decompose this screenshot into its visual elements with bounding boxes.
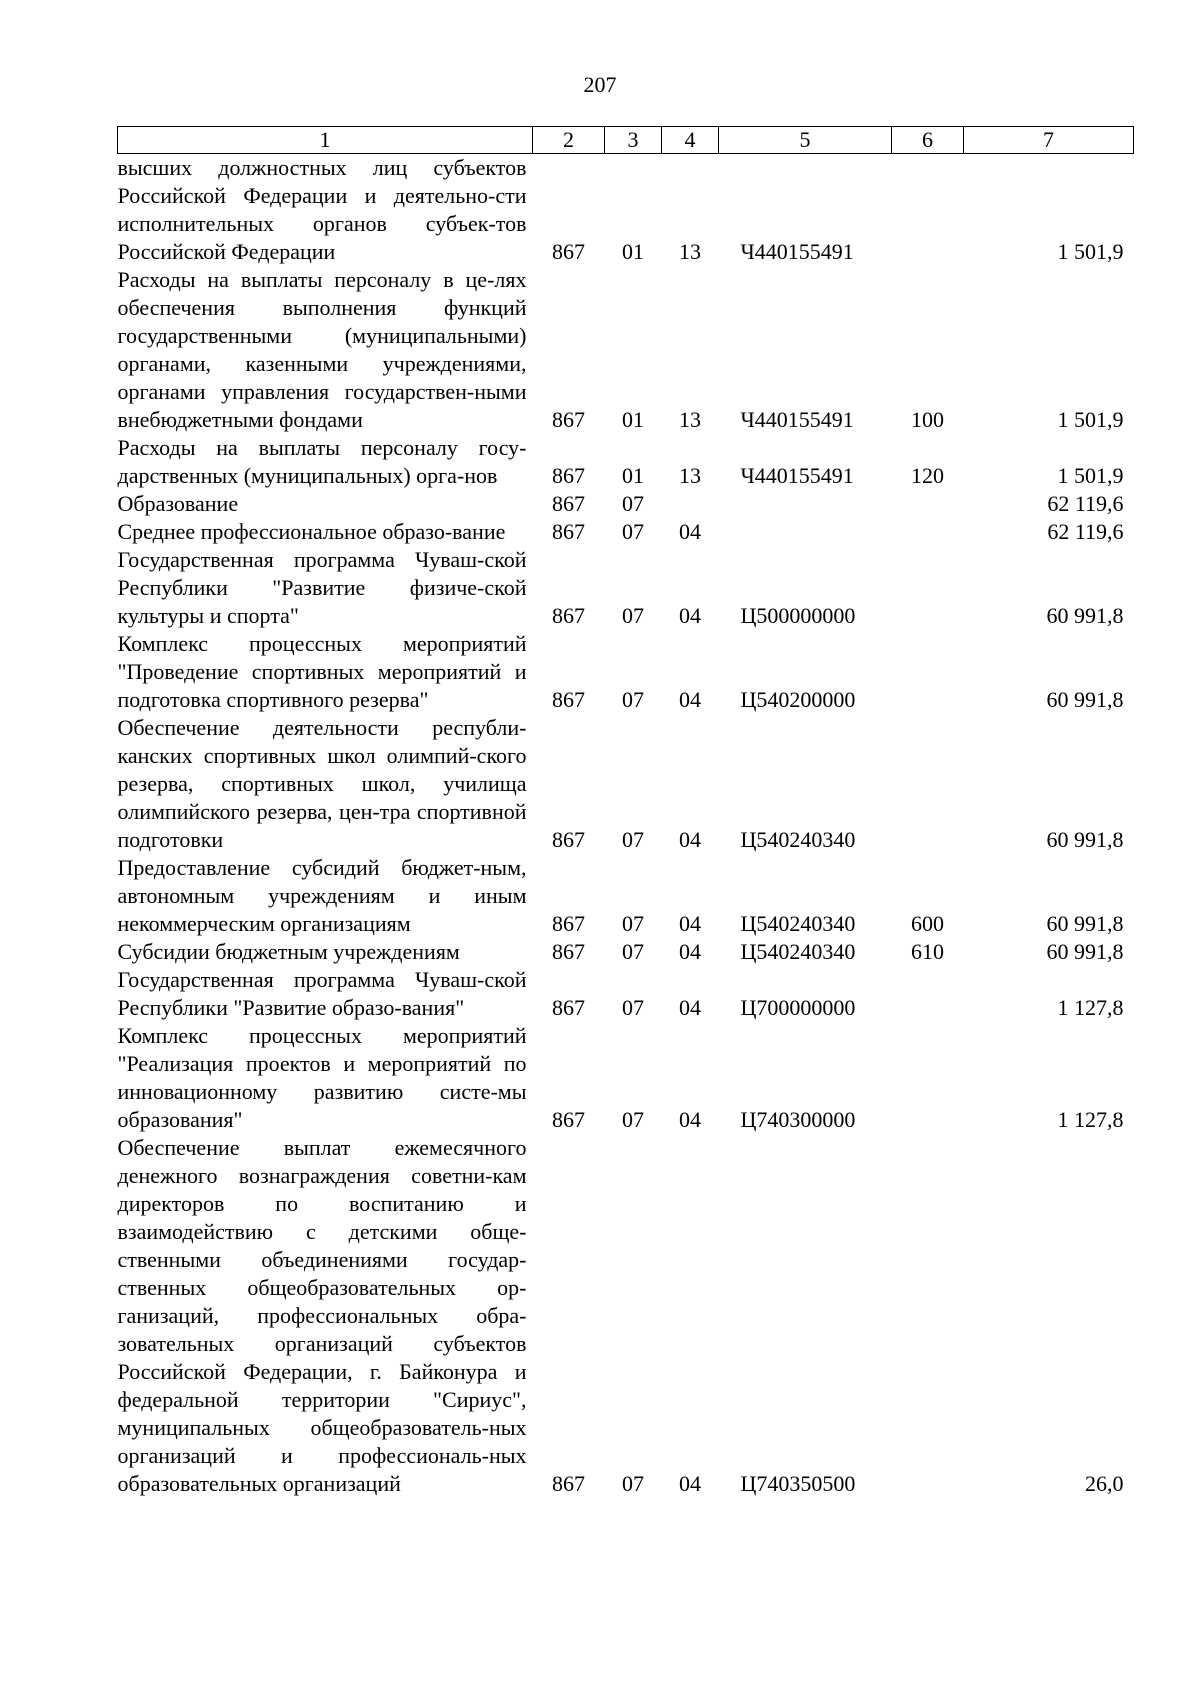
row-rz-cell: 07: [622, 687, 644, 712]
row-vr-cell: [892, 630, 964, 714]
row-vr-cell: 120: [911, 463, 944, 488]
table-row: [118, 490, 1134, 518]
row-rz-cell: 07: [622, 491, 644, 516]
row-pr-cell: 04: [679, 995, 701, 1020]
row-sum-cell: 60 991,8: [1046, 603, 1124, 628]
column-header-7: 7: [964, 127, 1134, 154]
row-rz-cell: 07: [622, 1107, 644, 1132]
row-name-cell: Предоставление субсидий бюджет-ным, автономным учреждениям и иным некоммерческим организациям: [117, 855, 527, 936]
row-rz-cell: 01: [622, 239, 644, 264]
row-gr-cell: 867: [552, 239, 585, 264]
table-row: [118, 518, 1134, 546]
row-name-cell: Обеспечение выплат ежемесячного денежного вознаграждения советни-кам директоров по воспитанию и взаимодействию с детскими обще-ственными объединениями государ-ственных общеобразовательных ор-ганизаций, профессиональных обра-зовательных организаций субъектов Российской Федерации, г. Байконура и федеральной территории "Сириус", муниципальных общеобразователь-ных организаций и профессиональ-ных образовательных организаций: [117, 1135, 527, 1496]
table-row: [118, 714, 1134, 854]
row-gr-cell: 867: [552, 995, 585, 1020]
table-row: [118, 938, 1134, 966]
row-pr-cell: 04: [679, 1471, 701, 1496]
page-number: 207: [583, 72, 617, 97]
column-header-4: 4: [662, 127, 719, 154]
row-pr-cell: 04: [679, 911, 701, 936]
row-sum-cell: 1 501,9: [1057, 407, 1124, 432]
row-rz-cell: 07: [622, 911, 644, 936]
row-vr-cell: [892, 154, 964, 267]
row-csr-cell: Ц700000000: [740, 995, 856, 1020]
table-header: [118, 127, 1134, 154]
row-rz-cell: 07: [622, 995, 644, 1020]
table-row: [118, 434, 1134, 490]
row-pr-cell: 04: [679, 687, 701, 712]
row-gr-cell: 867: [552, 939, 585, 964]
column-header-3: 3: [605, 127, 662, 154]
row-gr-cell: 867: [552, 603, 585, 628]
row-pr-cell: [662, 490, 719, 518]
row-vr-cell: [892, 1134, 964, 1498]
column-header-1: 1: [118, 127, 533, 154]
row-gr-cell: 867: [552, 407, 585, 432]
row-csr-cell: Ц740300000: [740, 1107, 856, 1132]
row-vr-cell: [892, 518, 964, 546]
row-csr-cell: Ц540240340: [740, 827, 856, 852]
row-name-cell: Комплекс процессных мероприятий "Проведение спортивных мероприятий и подготовка спортивного резерва": [117, 631, 527, 712]
header-row: [118, 127, 1134, 154]
column-header-2: 2: [533, 127, 605, 154]
row-sum-cell: 62 119,6: [1047, 491, 1124, 516]
row-gr-cell: 867: [552, 519, 585, 544]
row-sum-cell: 1 501,9: [1057, 239, 1124, 264]
column-header-6: 6: [892, 127, 964, 154]
row-name-cell: Образование: [117, 491, 239, 516]
row-name-cell: Расходы на выплаты персоналу госу-дарственных (муниципальных) орга-нов: [117, 435, 527, 488]
row-pr-cell: 13: [679, 407, 701, 432]
row-sum-cell: 1 501,9: [1057, 463, 1124, 488]
row-gr-cell: 867: [552, 491, 585, 516]
row-pr-cell: 13: [679, 239, 701, 264]
row-csr-cell: [719, 518, 892, 546]
table-row: [118, 854, 1134, 938]
table-row: [118, 630, 1134, 714]
row-rz-cell: 07: [622, 939, 644, 964]
row-name-cell: Государственная программа Чуваш-ской Республики "Развитие физиче-ской культуры и спорта": [117, 547, 527, 628]
table-row: [118, 1022, 1134, 1134]
row-vr-cell: 600: [911, 911, 944, 936]
row-rz-cell: 01: [622, 407, 644, 432]
row-csr-cell: Ц740350500: [740, 1471, 856, 1496]
table-row: [118, 546, 1134, 630]
budget-table: [117, 126, 1134, 1498]
row-name-cell: Государственная программа Чуваш-ской Республики "Развитие образо-вания": [117, 967, 527, 1020]
row-name-cell: Комплекс процессных мероприятий "Реализация проектов и мероприятий по инновационному развитию систе-мы образования": [117, 1023, 527, 1132]
row-gr-cell: 867: [552, 1107, 585, 1132]
row-sum-cell: 60 991,8: [1046, 939, 1124, 964]
row-gr-cell: 867: [552, 827, 585, 852]
row-sum-cell: 1 127,8: [1057, 995, 1124, 1020]
table-row: [118, 266, 1134, 434]
row-pr-cell: 13: [679, 463, 701, 488]
row-name-cell: Субсидии бюджетным учреждениям: [117, 939, 460, 964]
row-vr-cell: [892, 966, 964, 1022]
row-pr-cell: 04: [679, 827, 701, 852]
row-vr-cell: 610: [911, 939, 944, 964]
row-sum-cell: 60 991,8: [1046, 687, 1124, 712]
row-gr-cell: 867: [552, 463, 585, 488]
row-vr-cell: [892, 546, 964, 630]
row-sum-cell: 60 991,8: [1046, 827, 1124, 852]
row-vr-cell: [892, 490, 964, 518]
row-csr-cell: Ч440155491: [740, 239, 854, 264]
row-csr-cell: Ц540200000: [740, 687, 856, 712]
row-sum-cell: 62 119,6: [1047, 519, 1124, 544]
table-body: [118, 154, 1134, 1499]
row-rz-cell: 07: [622, 827, 644, 852]
column-header-5: 5: [719, 127, 892, 154]
row-name-cell: Обеспечение деятельности республи-канских спортивных школ олимпий-ского резерва, спортивных школ, училища олимпийского резерва, цен-тра спортивной подготовки: [117, 715, 527, 852]
row-csr-cell: [719, 490, 892, 518]
row-pr-cell: 04: [679, 603, 701, 628]
row-gr-cell: 867: [552, 1471, 585, 1496]
row-gr-cell: 867: [552, 911, 585, 936]
row-sum-cell: 60 991,8: [1046, 911, 1124, 936]
row-rz-cell: 07: [622, 519, 644, 544]
row-csr-cell: Ц540240340: [740, 911, 856, 936]
row-rz-cell: 07: [622, 603, 644, 628]
table-row: [118, 966, 1134, 1022]
row-pr-cell: 04: [679, 939, 701, 964]
row-csr-cell: Ц500000000: [740, 603, 856, 628]
row-name-cell: Среднее профессиональное образо-вание: [117, 519, 506, 544]
row-pr-cell: 04: [679, 519, 701, 544]
row-rz-cell: 01: [622, 463, 644, 488]
row-vr-cell: [892, 1022, 964, 1134]
row-rz-cell: 07: [622, 1471, 644, 1496]
row-csr-cell: Ц540240340: [740, 939, 856, 964]
row-name-cell: высших должностных лиц субъектов Российской Федерации и деятельно-сти исполнительных органов субъек-тов Российской Федерации: [117, 155, 527, 264]
table-row: [118, 154, 1134, 267]
row-csr-cell: Ч440155491: [740, 463, 854, 488]
row-sum-cell: 1 127,8: [1057, 1107, 1124, 1132]
row-csr-cell: Ч440155491: [740, 407, 854, 432]
row-gr-cell: 867: [552, 687, 585, 712]
row-vr-cell: [892, 714, 964, 854]
table-row: [118, 1134, 1134, 1498]
row-pr-cell: 04: [679, 1107, 701, 1132]
row-name-cell: Расходы на выплаты персоналу в це-лях обеспечения выполнения функций государственными (муниципальными) органами, казенными учреждениями, органами управления государствен-ными внебюджетными фондами: [117, 267, 527, 432]
row-sum-cell: 26,0: [1085, 1471, 1124, 1496]
row-vr-cell: 100: [911, 407, 944, 432]
